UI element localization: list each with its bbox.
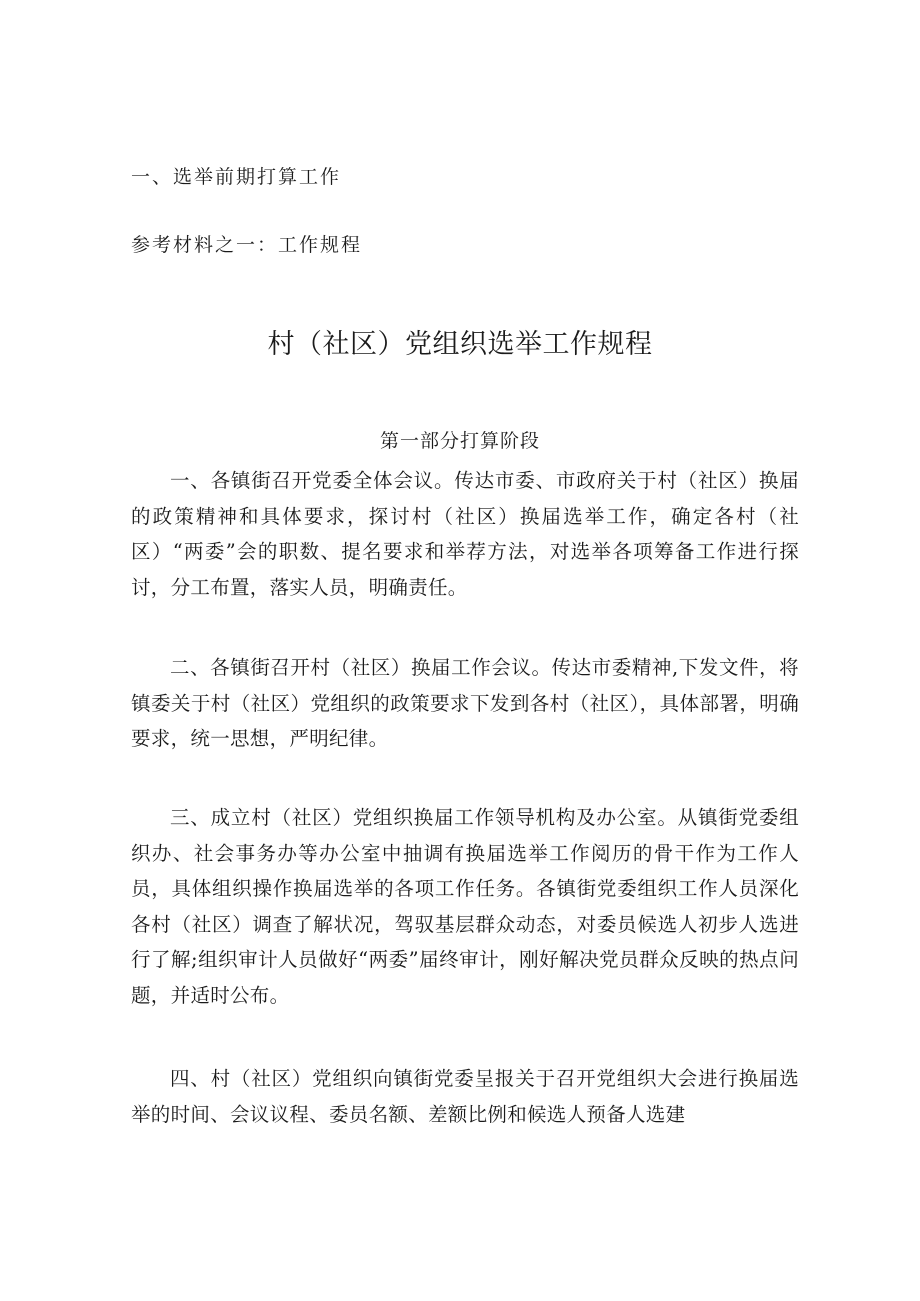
paragraph-4 [131,1061,799,1132]
paragraph-text: 二、各镇街召开村（社区）换届工作会议。传达市委精神,下发文件，将镇委关于村（社区）党组织的政策要求下发到各村（社区），具体部署，明确要求，统一思想，严明纪律。 [131,656,799,750]
part-heading: 第一部分打算阶段 [379,430,540,452]
document-title: 村（社区）党组织选举工作规程 [267,329,653,360]
paragraph-text: 四、村（社区）党组织向镇街党委呈报关于召开党组织大会进行换届选举的时间、会议议程、委员名额、差额比例和候选人预备人选建 [131,1067,799,1126]
paragraph-1 [131,463,799,605]
section-heading: 一、选举前期打算工作 [131,166,342,188]
paragraph-2 [131,650,799,757]
paragraph-text: 一、各镇街召开党委全体会议。传达市委、市政府关于村（社区）换届的政策精神和具体要求，探讨村（社区）换届选举工作，确定各村（社区）“两委”会的职数、提名要求和举荐方法，对选举各项筹备工作进行探讨，分工布置，落实人员，明确责任。 [131,469,799,599]
paragraph-3 [131,800,799,1013]
reference-heading: 参考材料之一：工作规程 [131,234,363,256]
paragraph-text: 三、成立村（社区）党组织换届工作领导机构及办公室。从镇街党委组织办、社会事务办等办公室中抽调有换届选举工作阅历的骨干作为工作人员，具体组织操作换届选举的各项工作任务。各镇街党委组织工作人员深化各村（社区）调查了解状况，驾驭基层群众动态，对委员候选人初步人选进行了解;组织审计人员做好“两委”届终审计，刚好解决党员群众反映的热点问题，并适时公布。 [131,806,799,1007]
